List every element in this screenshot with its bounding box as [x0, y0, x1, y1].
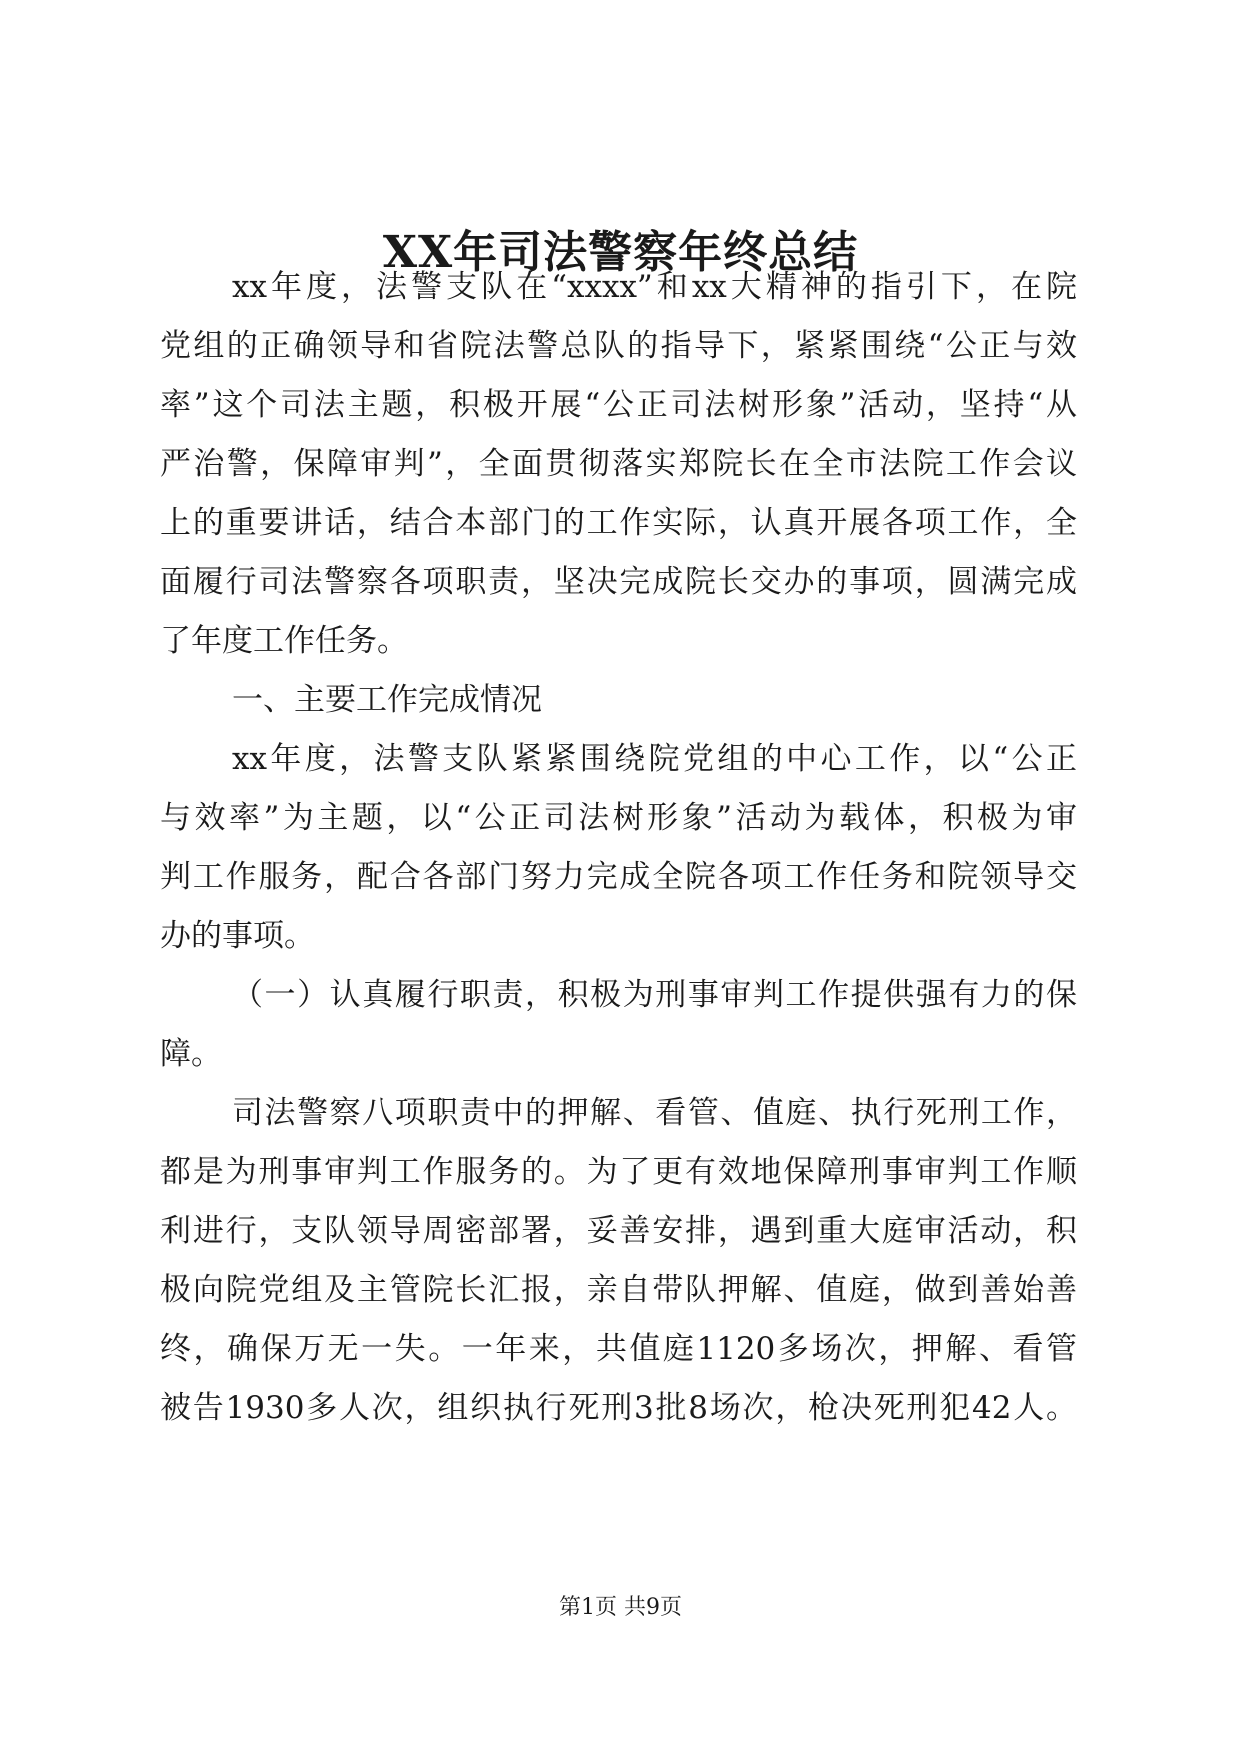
- body-line: 极向院党组及主管院长汇报，亲自带队押解、值庭，做到善始善: [160, 1272, 1077, 1308]
- body-line: 与效率”为主题，以“公正司法树形象”活动为载体，积极为审: [160, 800, 1077, 836]
- section-heading: 一、主要工作完成情况: [232, 682, 542, 718]
- body-line: 面履行司法警察各项职责，坚决完成院长交办的事项，圆满完成: [160, 564, 1077, 600]
- body-line: 判工作服务，配合各部门努力完成全院各项工作任务和院领导交: [160, 859, 1077, 895]
- body-line: 党组的正确领导和省院法警总队的指导下，紧紧围绕“公正与效: [160, 328, 1077, 364]
- body-line: 上的重要讲话，结合本部门的工作实际，认真开展各项工作，全: [160, 505, 1077, 541]
- body-line: 被告1930多人次，组织执行死刑3批8场次，枪决死刑犯42人。: [160, 1390, 1077, 1426]
- body-line: 率”这个司法主题，积极开展“公正司法树形象”活动，坚持“从: [160, 387, 1077, 423]
- body-line: 利进行，支队领导周密部署，妥善安排，遇到重大庭审活动，积: [160, 1213, 1077, 1249]
- subsection-heading: （一）认真履行职责，积极为刑事审判工作提供强有力的保: [232, 977, 1077, 1013]
- body-line: 办的事项。: [160, 918, 315, 954]
- body-line: 严治警，保障审判”，全面贯彻落实郑院长在全市法院工作会议: [160, 446, 1077, 482]
- body-line: 都是为刑事审判工作服务的。为了更有效地保障刑事审判工作顺: [160, 1154, 1077, 1190]
- body-line: 终，确保万无一失。一年来，共值庭1120多场次，押解、看管: [160, 1331, 1077, 1367]
- document-title: XX年司法警察年终总结: [382, 227, 859, 278]
- subsection-heading-continued: 障。: [160, 1036, 222, 1072]
- body-line: 司法警察八项职责中的押解、看管、值庭、执行死刑工作，: [232, 1095, 1077, 1131]
- page-number: 第1页 共9页: [559, 1595, 682, 1620]
- body-line: xx年度，法警支队紧紧围绕院党组的中心工作，以“公正: [232, 741, 1077, 777]
- body-line: xx年度，法警支队在“xxxx”和xx大精神的指引下，在院: [232, 269, 1077, 305]
- body-line: 了年度工作任务。: [160, 623, 408, 659]
